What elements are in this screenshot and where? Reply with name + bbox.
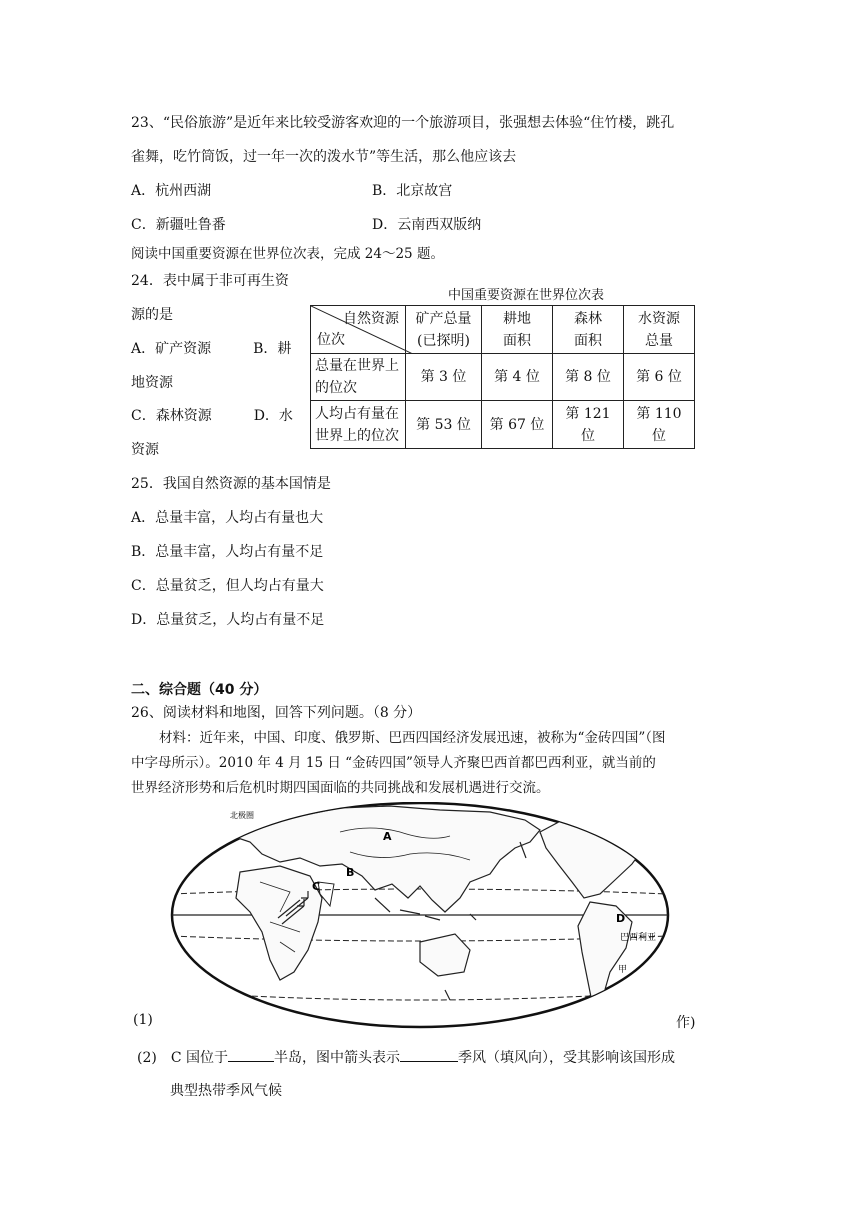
table-cell: 第 121 位 xyxy=(553,401,624,449)
map-label-jia: 甲 xyxy=(618,965,628,975)
q26-material-line2: 中字母所示）。2010 年 4 月 15 日 “金砖四国”领导人齐聚巴西首都巴西利亚，就当前的 xyxy=(131,755,656,771)
resource-ranking-table xyxy=(310,305,695,449)
row2-label-line2: 世界上的位次 xyxy=(315,427,399,444)
q25-stem: 25．我国自然资源的基本国情是 xyxy=(131,476,331,492)
table-cell: 第 6 位 xyxy=(624,354,695,401)
q25-option-d: D．总量贫乏，人均占有量不足 xyxy=(131,612,325,628)
q25-option-b: B．总量丰富，人均占有量不足 xyxy=(131,544,324,560)
q26-sub2-text3: 季风（填风向），受其影响该国形成 xyxy=(458,1050,675,1066)
table-row xyxy=(311,354,695,401)
map-label-a: A xyxy=(383,830,392,843)
row2-last-line1: 第 110 xyxy=(636,405,682,422)
q25-option-a: A．总量丰富，人均占有量也大 xyxy=(131,510,324,526)
section2-heading: 二、综合题（40 分） xyxy=(131,682,268,698)
table-cell xyxy=(624,401,695,449)
map-label-arctic-circle: 北极圈 xyxy=(230,811,254,820)
map-label-b: B xyxy=(346,866,355,879)
answer-blank-peninsula[interactable] xyxy=(228,1047,274,1062)
q26-sub2-text2: 半岛，图中箭头表示 xyxy=(274,1050,400,1066)
header-forest-line2: 面积 xyxy=(574,332,602,349)
q26-sub2-line1 xyxy=(137,1047,675,1067)
table-instruction: 阅读中国重要资源在世界位次表，完成 24～25 题。 xyxy=(131,246,444,262)
map-label-brasilia: 巴西利亚 xyxy=(620,933,657,943)
header-water-line2: 总量 xyxy=(645,332,673,349)
q26-material-line1: 材料：近年来，中国、印度、俄罗斯、巴西四国经济发展迅速，被称为“金砖四国”（图 xyxy=(159,730,666,746)
q26-sub2-line2: 典型热带季风气候 xyxy=(170,1083,282,1099)
map-label-d: D xyxy=(616,912,626,925)
table-cell: 第 8 位 xyxy=(553,354,624,401)
table-corner-cell xyxy=(311,306,406,354)
row1-label xyxy=(311,354,406,401)
header-minerals-line1: 矿产总量 xyxy=(415,310,472,327)
header-water-line1: 水资源 xyxy=(638,310,680,327)
map-label-c: C xyxy=(312,880,321,893)
table-cell: 第 67 位 xyxy=(482,401,553,449)
q23-option-c: C．新疆吐鲁番 xyxy=(131,217,226,233)
q24-line2: 源的是 xyxy=(131,307,173,323)
row1-label-line2: 的位次 xyxy=(315,380,357,396)
q26-material-line3: 世界经济形势和后危机时期四国面临的共同挑战和发展机遇进行交流。 xyxy=(131,780,550,796)
q24-line5: C．森林资源 D．水 xyxy=(131,408,293,424)
corner-bottom-label: 位次 xyxy=(317,332,345,348)
table-cell: 第 3 位 xyxy=(406,354,482,401)
q23-option-a: A．杭州西湖 xyxy=(131,183,212,199)
world-map xyxy=(170,802,670,1029)
row2-last-line2: 位 xyxy=(652,427,666,444)
q26-sub2-text1: (2) C 国位于 xyxy=(137,1050,228,1066)
q26-stem: 26、阅读材料和地图，回答下列问题。（8 分） xyxy=(131,705,422,721)
table-title: 中国重要资源在世界位次表 xyxy=(448,288,605,303)
q24-line1: 24．表中属于非可再生资 xyxy=(131,273,289,289)
q23-stem-line2: 雀舞，吃竹筒饭，过一年一次的泼水节”等生活，那么他应该去 xyxy=(131,149,517,165)
table-cell: 第 4 位 xyxy=(482,354,553,401)
q24-line4: 地资源 xyxy=(131,375,173,391)
row1-label-line1: 总量在世界上 xyxy=(315,358,399,374)
header-farmland-line2: 面积 xyxy=(503,332,531,349)
table-cell: 第 53 位 xyxy=(406,401,482,449)
header-farmland-line1: 耕地 xyxy=(503,310,531,327)
header-forest xyxy=(553,306,624,354)
header-minerals xyxy=(406,306,482,354)
header-minerals-line2: (已探明) xyxy=(417,332,470,349)
q26-sub1-tail: 作) xyxy=(676,1015,696,1031)
row2-label xyxy=(311,401,406,449)
q26-sub1-number: (1) xyxy=(133,1012,153,1028)
row2-label-line1: 人均占有量在 xyxy=(315,405,399,422)
table-row xyxy=(311,401,695,449)
q23-stem-line1: 23、“民俗旅游”是近年来比较受游客欢迎的一个旅游项目，张强想去体验“住竹楼，跳孔 xyxy=(131,115,675,131)
q24-line6: 资源 xyxy=(131,442,159,458)
header-water xyxy=(624,306,695,354)
header-forest-line1: 森林 xyxy=(574,310,602,327)
q23-option-d: D．云南西双版纳 xyxy=(372,217,482,233)
q23-option-b: B．北京故宫 xyxy=(372,183,453,199)
answer-blank-monsoon[interactable] xyxy=(400,1047,458,1062)
q24-line3: A．矿产资源 B．耕 xyxy=(131,341,292,357)
corner-top-label: 自然资源 xyxy=(343,311,399,327)
q25-option-c: C．总量贫乏，但人均占有量大 xyxy=(131,578,324,594)
header-farmland xyxy=(482,306,553,354)
